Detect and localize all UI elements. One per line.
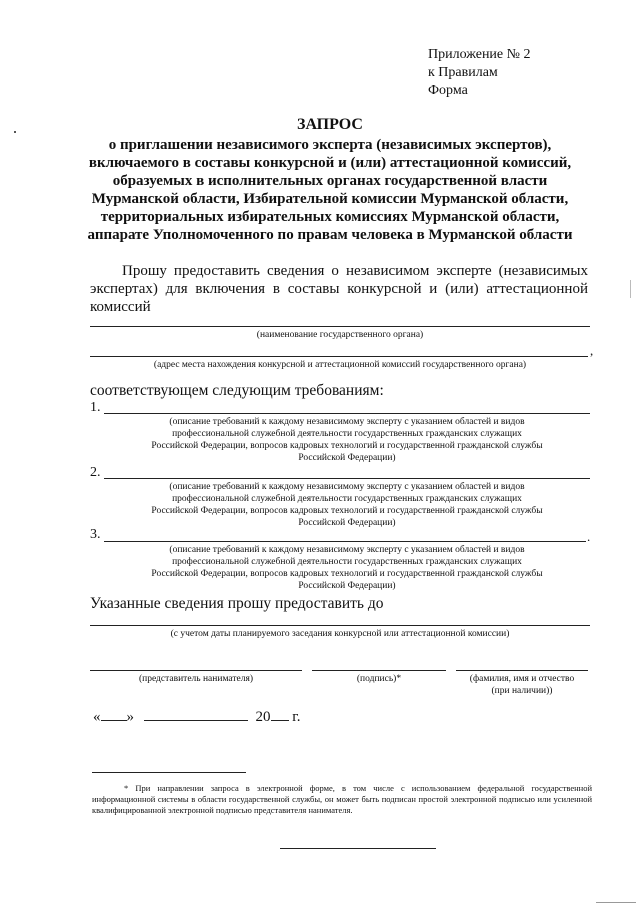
signature-caption: (подпись)* <box>356 674 402 684</box>
document-title <box>80 116 580 244</box>
footnote-separator <box>92 772 246 773</box>
requirements-heading: соответствующем следующим требованиям: <box>90 382 384 399</box>
open-quote: « <box>93 709 101 725</box>
agency-address-field[interactable] <box>90 356 588 357</box>
scan-mark <box>596 902 636 903</box>
requirement-3-end: . <box>587 529 591 544</box>
full-name-field[interactable] <box>456 670 588 671</box>
employer-rep-caption: (представитель нанимателя) <box>138 674 254 684</box>
provide-by-label: Указанные сведения прошу предоставить до <box>90 595 384 612</box>
signature-field[interactable] <box>312 670 446 671</box>
title-line: территориальных избирательных комиссиях Мурманской области, <box>100 209 560 225</box>
agency-name-field[interactable] <box>90 326 590 327</box>
title-main: ЗАПРОС <box>297 116 363 133</box>
title-line: включаемого в составы конкурсной и (или) аттестационной комиссий, <box>88 155 572 171</box>
employer-rep-field[interactable] <box>90 670 302 671</box>
address-comma: , <box>590 343 594 358</box>
agency-name-caption: (наименование государственного органа) <box>256 330 424 340</box>
title-line: Мурманской области, Избирательной комиссии Мурманской области, <box>91 191 569 207</box>
requirement-3-caption: (описание требований к каждому независимому эксперту с указанием областей и видов профессиональной служебной деятельности государственных гражданских служащих Российской Федерации, вопросов кадровых технологий и государственной гражданской службы Российской Федерации) <box>151 545 543 591</box>
day-field[interactable] <box>101 708 127 721</box>
month-field[interactable] <box>144 708 248 721</box>
requirement-number: 1. <box>90 400 101 415</box>
requirement-1-caption: (описание требований к каждому независимому эксперту с указанием областей и видов профессиональной служебной деятельности государственных гражданских служащих Российской Федерации, вопросов кадровых технологий и государственной гражданской службы Российской Федерации) <box>151 417 543 463</box>
requirement-number: 2. <box>90 465 101 480</box>
bottom-separator <box>280 848 436 849</box>
appendix-form: Форма <box>428 83 468 98</box>
requirement-2-caption: (описание требований к каждому независимому эксперту с указанием областей и видов профессиональной служебной деятельности государственных гражданских служащих Российской Федерации, вопросов кадровых технологий и государственной гражданской службы Российской Федерации) <box>151 482 543 528</box>
appendix-number: Приложение № 2 <box>428 47 531 62</box>
full-name-caption: (фамилия, имя и отчество (при наличии)) <box>469 674 575 696</box>
year-prefix: 20 <box>255 709 271 725</box>
title-line: аппарате Уполномоченного по правам человека в Мурманской области <box>87 227 573 243</box>
appendix-rules: к Правилам <box>428 65 498 80</box>
scan-mark <box>14 131 16 133</box>
close-quote: » <box>126 709 134 725</box>
request-paragraph: Прошу предоставить сведения о независимом эксперте (независимых экспертах) для включения в составы конкурсной и (или) аттестационной комиссий <box>90 263 588 315</box>
appendix-header <box>428 46 531 100</box>
requirement-3-field[interactable] <box>104 541 586 542</box>
date-row <box>93 708 300 726</box>
footnote: * При направлении запроса в электронной форме, в том числе с использованием федеральной государственной информационной системы в области государственной службы, он может быть подписан простой электронной подписью или усиленной квалифицированной электронной подписью представителя нанимателя. <box>92 783 592 815</box>
scan-mark <box>630 280 631 298</box>
year-suffix: г. <box>292 709 301 725</box>
agency-address-caption: (адрес места нахождения конкурсной и аттестационной комиссий государственного органа) <box>153 360 527 370</box>
year-field[interactable] <box>271 708 289 721</box>
title-line: о приглашении независимого эксперта (независимых экспертов), <box>108 137 552 153</box>
requirement-2-field[interactable] <box>104 478 590 479</box>
meeting-date-caption: (с учетом даты планируемого заседания конкурсной или аттестационной комиссии) <box>170 629 510 639</box>
meeting-date-field[interactable] <box>90 625 590 626</box>
requirement-1-field[interactable] <box>104 413 590 414</box>
title-line: образуемых в исполнительных органах государственной власти <box>112 173 548 189</box>
requirement-number: 3. <box>90 527 101 542</box>
